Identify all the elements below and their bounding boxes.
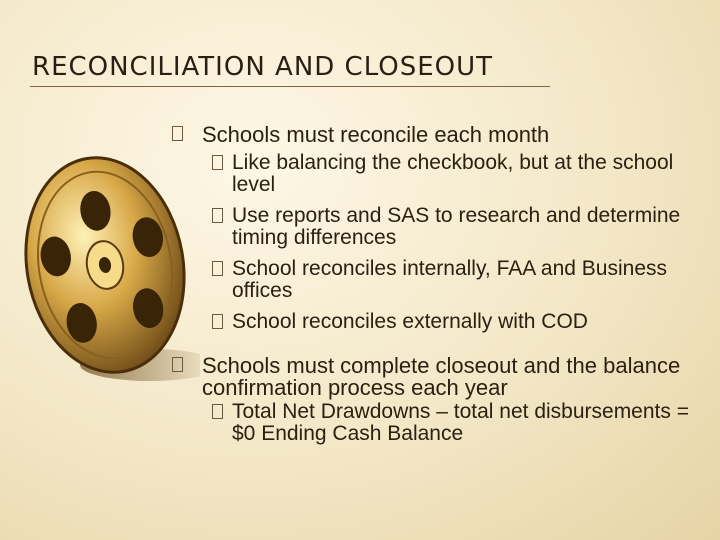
bullet-text: Schools must reconcile each month bbox=[202, 122, 550, 147]
sub-bullet-item bbox=[170, 205, 710, 249]
sub-bullet-item bbox=[170, 258, 710, 302]
bullet-item bbox=[170, 355, 710, 399]
sub-bullet-text: School reconciles externally with COD bbox=[232, 310, 588, 333]
sub-bullet-text: School reconciles internally, FAA and Business offices bbox=[232, 257, 668, 302]
bullet-box-icon bbox=[212, 208, 223, 223]
sub-bullet-text: Use reports and SAS to research and determine timing differences bbox=[232, 204, 681, 249]
bullet-box-icon bbox=[212, 314, 223, 329]
sub-bullet-item bbox=[170, 401, 710, 445]
bullet-box-icon bbox=[212, 261, 223, 276]
bullet-list bbox=[170, 120, 710, 445]
sub-bullet-item bbox=[170, 311, 710, 333]
title-underline bbox=[30, 86, 550, 87]
bullet-box-icon bbox=[212, 404, 223, 419]
bullet-item bbox=[170, 124, 710, 146]
bullet-box-icon bbox=[172, 357, 183, 372]
slide-title: RECONCILIATION AND CLOSEOUT bbox=[32, 52, 494, 82]
bullet-box-icon bbox=[172, 126, 183, 141]
bullet-text: Schools must complete closeout and the balance confirmation process each year bbox=[202, 353, 681, 400]
sub-bullet-text: Like balancing the checkbook, but at the school level bbox=[232, 151, 674, 196]
sub-bullet-item bbox=[170, 152, 710, 196]
sub-bullet-text: Total Net Drawdowns – total net disbursements = $0 Ending Cash Balance bbox=[232, 400, 689, 445]
bullet-box-icon bbox=[212, 155, 223, 170]
